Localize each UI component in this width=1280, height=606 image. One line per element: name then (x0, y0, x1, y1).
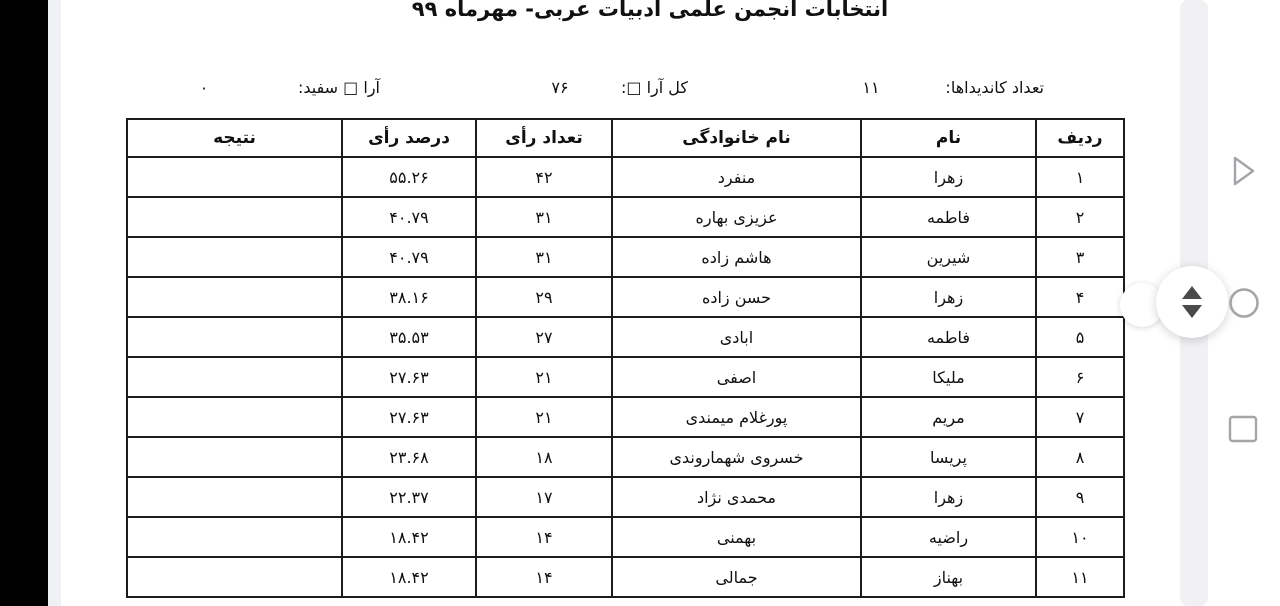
cell-vote-percent: ۲۷.۶۳ (342, 357, 476, 397)
cell-result (127, 517, 342, 557)
scroll-up-icon[interactable] (1182, 286, 1202, 299)
cell-result (127, 237, 342, 277)
cell-result (127, 317, 342, 357)
cell-row-number: ۱۰ (1036, 517, 1124, 557)
back-icon (1228, 178, 1258, 193)
cell-first-name: راضیه (861, 517, 1036, 557)
header-vote-count: تعداد رأی (476, 119, 612, 157)
table-row (127, 277, 1124, 317)
cell-first-name: ملیکا (861, 357, 1036, 397)
cell-vote-count: ۳۱ (476, 197, 612, 237)
cell-last-name: محمدی نژاد (612, 477, 861, 517)
cell-vote-count: ۱۷ (476, 477, 612, 517)
candidates-count-label: تعداد کاندیداها: (945, 78, 1044, 97)
cell-last-name: هاشم زاده (612, 237, 861, 277)
cell-first-name: مریم (861, 397, 1036, 437)
cell-first-name: فاطمه (861, 197, 1036, 237)
table-row (127, 357, 1124, 397)
results-table-body (127, 157, 1124, 597)
cell-vote-count: ۳۱ (476, 237, 612, 277)
header-vote-percent: درصد رأی (342, 119, 476, 157)
cell-vote-count: ۱۴ (476, 517, 612, 557)
cell-vote-percent: ۲۳.۶۸ (342, 437, 476, 477)
candidates-count-value: ۱۱ (862, 78, 880, 97)
fast-scroll-handle[interactable] (1156, 266, 1228, 338)
cell-last-name: جمالی (612, 557, 861, 597)
page-edge-strip (48, 0, 61, 606)
total-votes-label: کل آرا □: (620, 78, 688, 97)
cell-row-number: ۲ (1036, 197, 1124, 237)
cell-vote-percent: ۱۸.۴۲ (342, 557, 476, 597)
cell-result (127, 277, 342, 317)
display-cutout-bar (0, 0, 48, 606)
cell-vote-count: ۲۹ (476, 277, 612, 317)
cell-result (127, 197, 342, 237)
home-icon (1227, 308, 1261, 323)
cell-last-name: بهمنی (612, 517, 861, 557)
cell-vote-count: ۱۴ (476, 557, 612, 597)
cell-row-number: ۹ (1036, 477, 1124, 517)
table-header-row (127, 119, 1124, 157)
cell-last-name: منفرد (612, 157, 861, 197)
table-row (127, 477, 1124, 517)
cell-row-number: ۱ (1036, 157, 1124, 197)
total-votes-value: ۷۶ (551, 78, 569, 97)
table-row (127, 237, 1124, 277)
recents-icon (1227, 432, 1259, 447)
cell-vote-percent: ۴۰.۷۹ (342, 197, 476, 237)
cell-vote-count: ۲۱ (476, 357, 612, 397)
cell-vote-percent: ۵۵.۲۶ (342, 157, 476, 197)
cell-row-number: ۴ (1036, 277, 1124, 317)
table-row (127, 557, 1124, 597)
cell-first-name: زهرا (861, 477, 1036, 517)
cell-vote-percent: ۳۵.۵۳ (342, 317, 476, 357)
table-row (127, 517, 1124, 557)
cell-row-number: ۳ (1036, 237, 1124, 277)
cell-first-name: فاطمه (861, 317, 1036, 357)
cell-vote-count: ۱۸ (476, 437, 612, 477)
table-row (127, 397, 1124, 437)
cell-last-name: خسروی شهماروندی (612, 437, 861, 477)
cell-vote-count: ۲۱ (476, 397, 612, 437)
cell-result (127, 477, 342, 517)
cell-row-number: ۸ (1036, 437, 1124, 477)
cell-first-name: زهرا (861, 277, 1036, 317)
table-row (127, 437, 1124, 477)
cell-row-number: ۷ (1036, 397, 1124, 437)
cell-vote-percent: ۲۷.۶۳ (342, 397, 476, 437)
cell-result (127, 157, 342, 197)
home-button[interactable] (1227, 286, 1261, 323)
cell-last-name: پورغلام میمندی (612, 397, 861, 437)
cell-last-name: عزیزی بهاره (612, 197, 861, 237)
cell-row-number: ۶ (1036, 357, 1124, 397)
document-title: انتخابات انجمن علمی ادبیات عربی- مهرماه ۹۹ (411, 0, 889, 21)
cell-row-number: ۵ (1036, 317, 1124, 357)
header-result: نتیجه (127, 119, 342, 157)
cell-result (127, 557, 342, 597)
cell-result (127, 397, 342, 437)
header-first-name: نام (861, 119, 1036, 157)
cell-row-number: ۱۱ (1036, 557, 1124, 597)
cell-last-name: ابادی (612, 317, 861, 357)
header-row-number: ردیف (1036, 119, 1124, 157)
blank-votes-value: ۰ (199, 78, 209, 97)
cell-first-name: شیرین (861, 237, 1036, 277)
cell-vote-percent: ۱۸.۴۲ (342, 517, 476, 557)
header-last-name: نام خانوادگی (612, 119, 861, 157)
table-row (127, 197, 1124, 237)
cell-vote-count: ۴۲ (476, 157, 612, 197)
cell-vote-percent: ۳۸.۱۶ (342, 277, 476, 317)
cell-last-name: اصفی (612, 357, 861, 397)
cell-vote-percent: ۴۰.۷۹ (342, 237, 476, 277)
table-row (127, 317, 1124, 357)
table-row (127, 157, 1124, 197)
back-button[interactable] (1228, 152, 1258, 193)
scroll-down-icon[interactable] (1182, 305, 1202, 318)
cell-vote-count: ۲۷ (476, 317, 612, 357)
cell-last-name: حسن زاده (612, 277, 861, 317)
cell-first-name: زهرا (861, 157, 1036, 197)
cell-result (127, 437, 342, 477)
blank-votes-label: آرا □ سفید: (297, 78, 380, 97)
cell-vote-percent: ۲۲.۳۷ (342, 477, 476, 517)
cell-first-name: پریسا (861, 437, 1036, 477)
recents-button[interactable] (1227, 414, 1259, 447)
cell-first-name: بهناز (861, 557, 1036, 597)
results-table (126, 118, 1125, 598)
cell-result (127, 357, 342, 397)
